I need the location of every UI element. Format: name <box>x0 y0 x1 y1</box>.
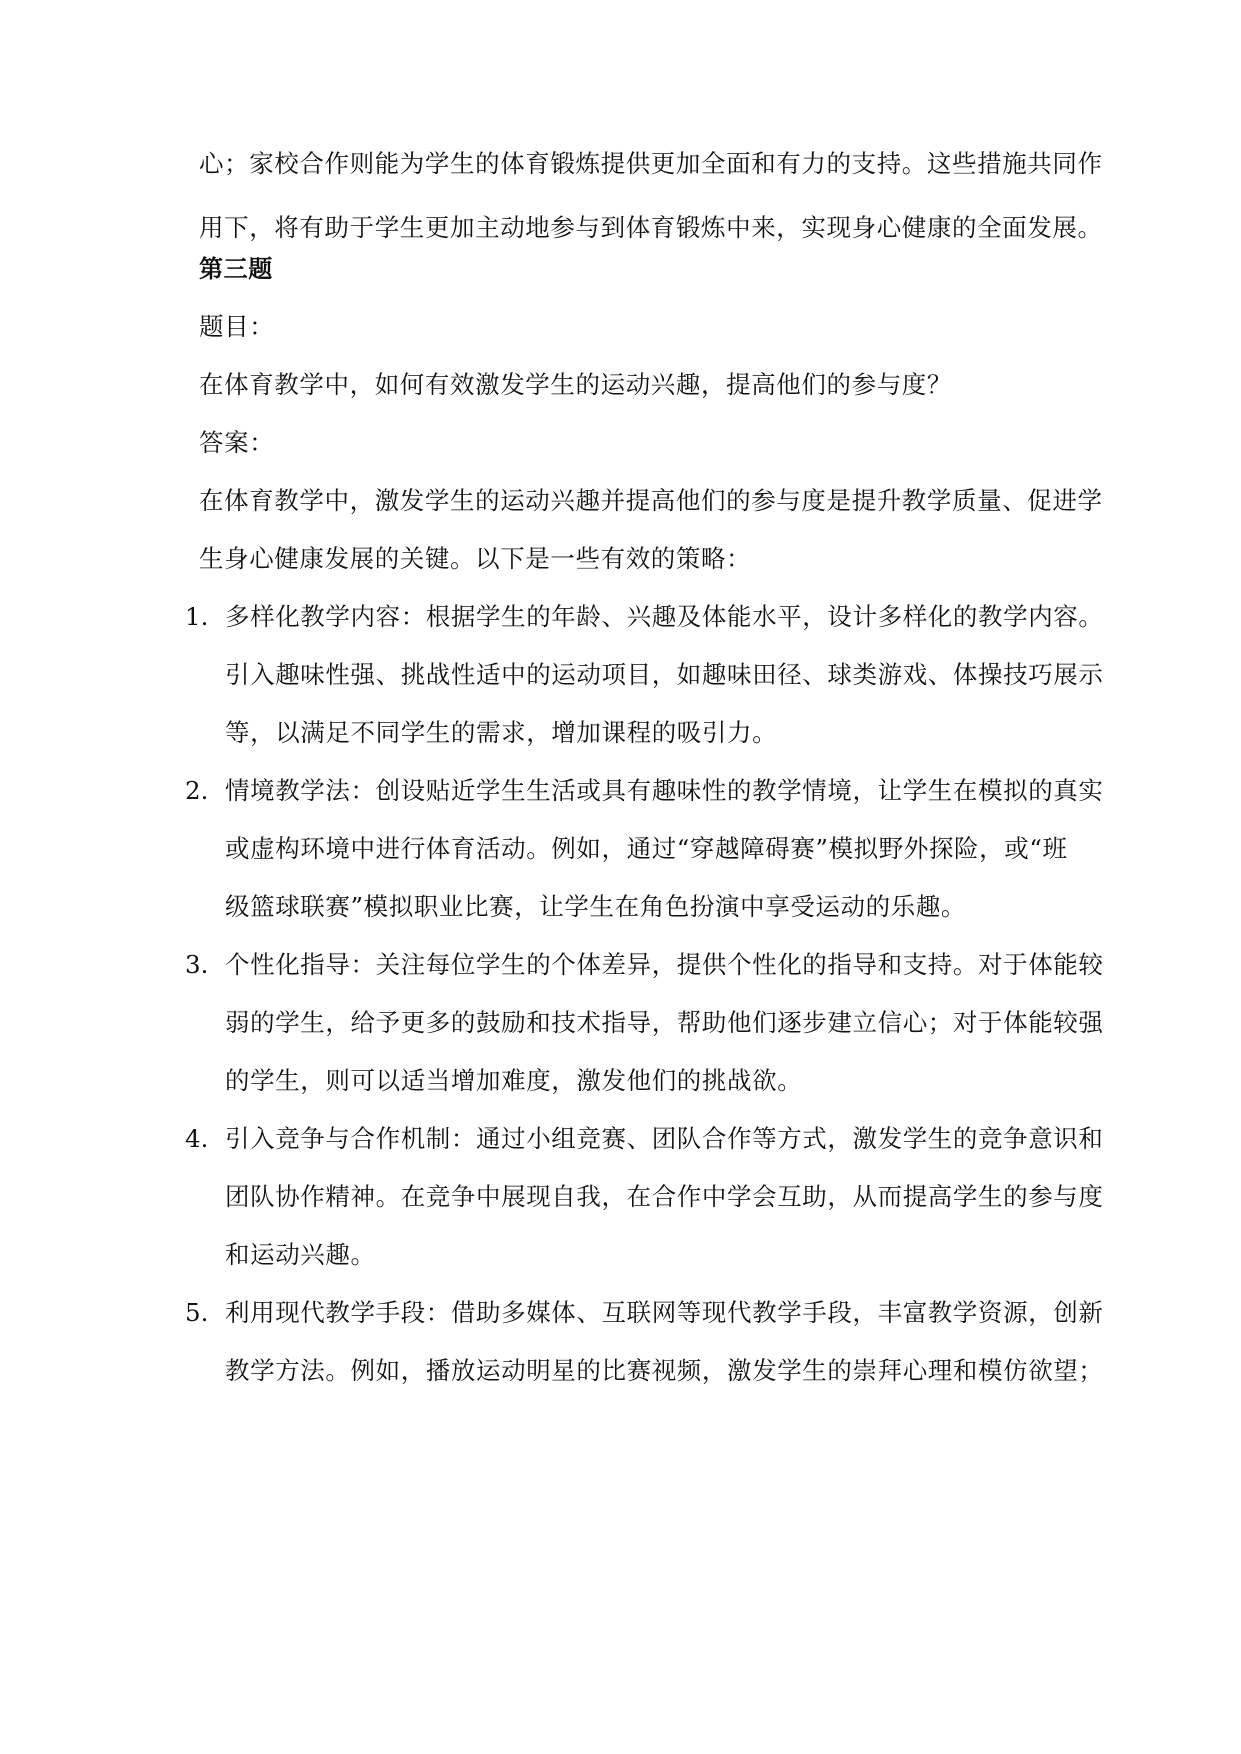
section-heading: 第三题 <box>199 255 273 283</box>
list-item-line: 教学方法。例如，播放运动明星的比赛视频，激发学生的崇拜心理和模仿欲望； <box>225 1356 1104 1385</box>
list-item-number: 2. <box>185 776 209 805</box>
list-item-number: 5. <box>185 1298 209 1327</box>
list-item-line: 级篮球联赛”模拟职业比赛，让学生在角色扮演中享受运动的乐趣。 <box>225 892 967 921</box>
list-item-line: 或虚构环境中进行体育活动。例如，通过“穿越障碍赛”模拟野外探险，或“班 <box>225 834 1068 863</box>
list-item-number: 4. <box>185 1124 209 1153</box>
list-item-number: 1. <box>185 602 209 631</box>
list-item-line: 利用现代教学手段：借助多媒体、互联网等现代教学手段，丰富教学资源，创新 <box>225 1298 1104 1327</box>
list-item-line: 等，以满足不同学生的需求，增加课程的吸引力。 <box>225 718 778 747</box>
answer-intro-line-2: 生身心健康发展的关键。以下是一些有效的策略： <box>199 544 752 573</box>
list-item-line: 引入竞争与合作机制：通过小组竞赛、团队合作等方式，激发学生的竞争意识和 <box>225 1124 1104 1153</box>
answer-label: 答案： <box>199 428 275 457</box>
list-item-line: 引入趣味性强、挑战性适中的运动项目，如趣味田径、球类游戏、体操技巧展示 <box>225 660 1104 689</box>
list-item-line: 个性化指导：关注每位学生的个体差异，提供个性化的指导和支持。对于体能较 <box>225 950 1104 979</box>
intro-line-2: 用下，将有助于学生更加主动地参与到体育锻炼中来，实现身心健康的全面发展。 <box>199 213 1103 242</box>
intro-line-1: 心；家校合作则能为学生的体育锻炼提供更加全面和有力的支持。这些措施共同作 <box>199 149 1103 178</box>
list-item-line: 多样化教学内容：根据学生的年龄、兴趣及体能水平，设计多样化的教学内容。 <box>225 602 1104 631</box>
answer-intro-line-1: 在体育教学中，激发学生的运动兴趣并提高他们的参与度是提升教学质量、促进学 <box>199 486 1103 515</box>
list-item-line: 团队协作精神。在竞争中展现自我，在合作中学会互助，从而提高学生的参与度 <box>225 1182 1104 1211</box>
question-text: 在体育教学中，如何有效激发学生的运动兴趣，提高他们的参与度？ <box>199 370 952 399</box>
question-label: 题目： <box>199 312 275 341</box>
list-item-line: 情境教学法：创设贴近学生生活或具有趣味性的教学情境，让学生在模拟的真实 <box>225 776 1104 805</box>
list-item-line: 的学生，则可以适当增加难度，激发他们的挑战欲。 <box>225 1066 803 1095</box>
list-item-line: 弱的学生，给予更多的鼓励和技术指导，帮助他们逐步建立信心；对于体能较强 <box>225 1008 1104 1037</box>
list-item-number: 3. <box>185 950 209 979</box>
list-item-line: 和运动兴趣。 <box>225 1240 376 1269</box>
